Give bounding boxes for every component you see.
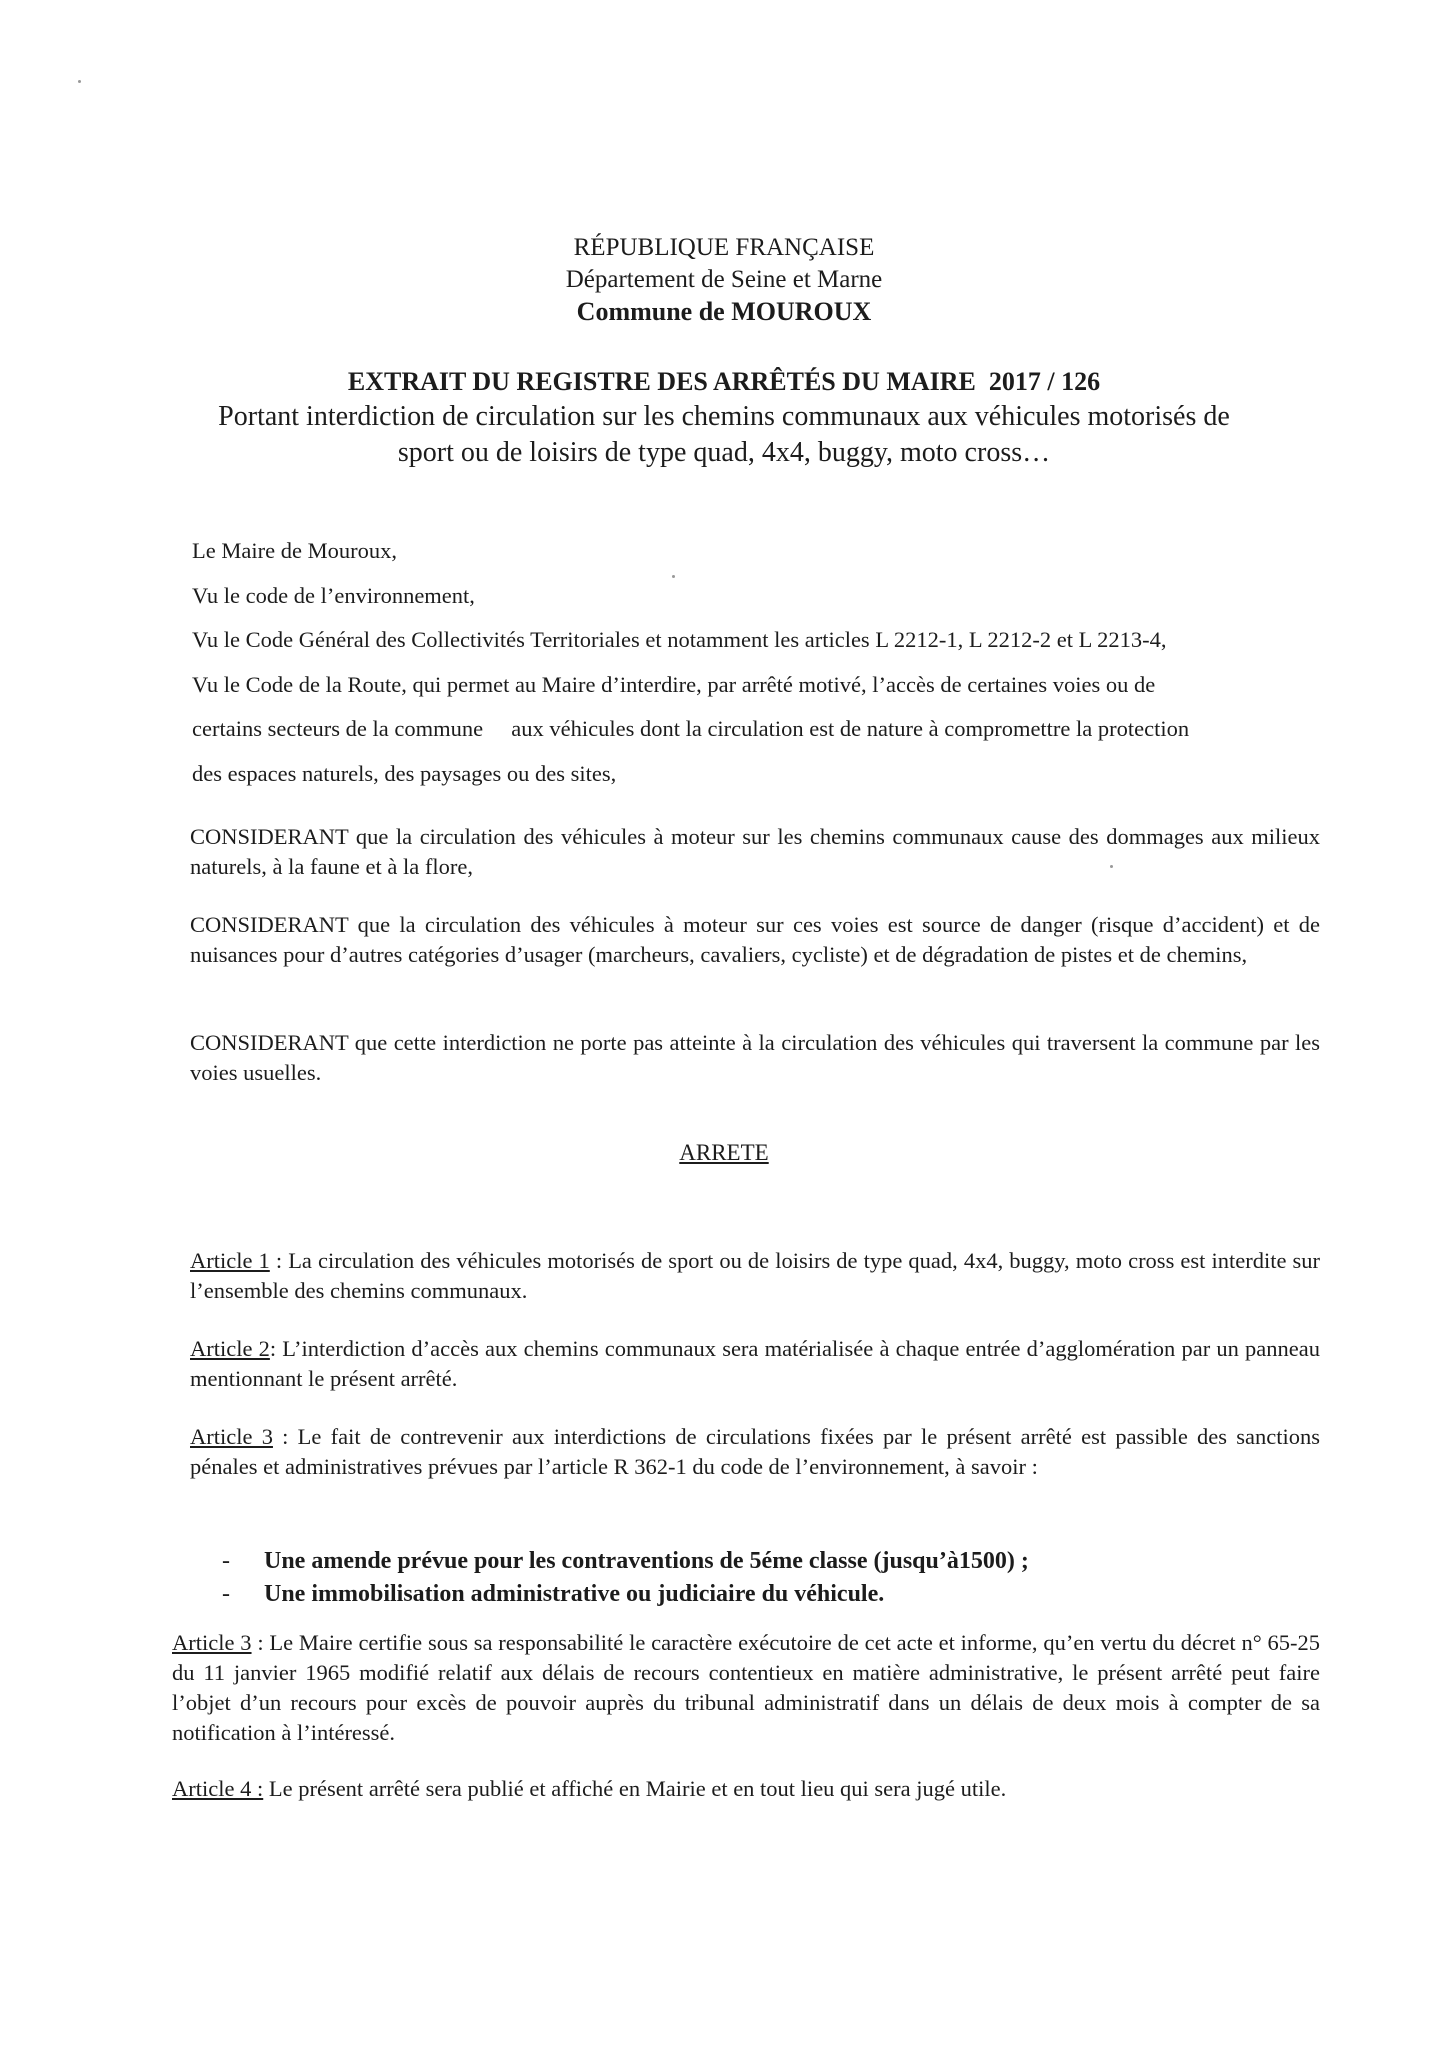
article-4 [172,1774,1320,1804]
article-4-text: Le présent arrêté sera publié et affiché en Mairie et en tout lieu qui sera jugé utile. [263,1776,1007,1801]
article-3-bis-text: : Le Maire certifie sous sa responsabilité le caractère exécutoire de cet acte et informe, qu’en vertu du décret n° 65-25 du 11 janvier 1965 modifié relatif aux délais de recours contentieux en matière administrative, le présent arrêté peut faire l’objet d’un recours pour excès de pouvoir auprès du tribunal administratif dans un délais de deux mois à compter de sa notification à l’intéressé. [172,1630,1320,1745]
article-1 [190,1246,1320,1306]
department-line: Département de Seine et Marne [565,266,883,293]
visa-road-code: Vu le Code de la Route, qui permet au Maire d’interdire, par arrêté motivé, l’accès de certaines voies ou de [192,672,1156,697]
sanction-fine-text: Une amende prévue pour les contraventions de 5éme classe (jusqu’à1500) ; [264,1548,1029,1574]
scan-speck [672,575,675,578]
article-2 [190,1334,1320,1394]
subtitle-line-1: Portant interdiction de circulation sur les chemins communaux aux véhicules motorisés de [218,401,1230,432]
article-2-label: Article 2 [190,1336,270,1361]
visa-environment-code: Vu le code de l’environnement, [192,583,475,608]
sanction-immobilisation-text: Une immobilisation administrative ou judiciaire du véhicule. [264,1581,885,1607]
article-1-text: : La circulation des véhicules motorisés de sport ou de loisirs de type quad, 4x4, buggy, moto cross est interdite sur l’ensemble des chemins communaux. [190,1248,1320,1303]
commune-line: Commune de MOUROUX [576,297,872,326]
arrete-heading [0,1140,1448,1166]
article-2-text: : L’interdiction d’accès aux chemins communaux sera matérialisée à chaque entrée d’agglomération par un panneau mentionnant le présent arrêté. [190,1336,1320,1391]
sanction-item-immobilisation: - Une immobilisation administrative ou judiciaire du véhicule. [222,1581,885,1607]
scan-speck [78,80,81,83]
subtitle-line-2: sport ou de loisirs de type quad, 4x4, buggy, moto cross… [397,437,1051,468]
considerant-2: CONSIDERANT que la circulation des véhicules à moteur sur ces voies est source de danger (risque d’accident) et de nuisances pour d’autres catégories d’usager (marcheurs, cavaliers, cycliste) et de dégradation de pistes et de chemins, [190,912,1320,967]
article-4-label: Article 4 : [172,1776,264,1801]
considerant-3: CONSIDERANT que cette interdiction ne porte pas atteinte à la circulation des véhicules qui traversent la commune par les voies usuelles. [190,1030,1320,1085]
considerant-1: CONSIDERANT que la circulation des véhicules à moteur sur les chemins communaux cause des dommages aux milieux naturels, à la faune et à la flore, [190,824,1320,879]
article-3-text: : Le fait de contrevenir aux interdictions de circulations fixées par le présent arrêté est passible des sanctions pénales et administratives prévues par l’article R 362-1 du code de l’environnement, à savoir : [190,1424,1320,1479]
article-1-label: Article 1 [190,1248,270,1273]
republic-heading: RÉPUBLIQUE FRANÇAISE [573,234,875,261]
visa-mayor: Le Maire de Mouroux, [192,538,397,563]
article-3-bis [172,1628,1320,1748]
visa-cgct: Vu le Code Général des Collectivités Territoriales et notamment les articles L 2212-1, L 2212-2 et L 2213-4, [192,627,1167,652]
register-title: EXTRAIT DU REGISTRE DES ARRÊTÉS DU MAIRE 2017 / 126 [347,367,1101,396]
sanction-item-fine: - Une amende prévue pour les contraventions de 5éme classe (jusqu’à1500) ; [222,1548,1029,1574]
visa-road-code-cont: certains secteurs de la commune aux véhicules dont la circulation est de nature à compromettre la protection [192,716,1190,741]
scan-speck [1110,865,1113,868]
document-header [0,232,1448,328]
article-3 [190,1422,1320,1482]
visa-road-code-end: des espaces naturels, des paysages ou des sites, [192,761,617,786]
document-title [0,365,1448,471]
article-3-bis-label: Article 3 [172,1630,252,1655]
arrete-heading-text: ARRETE [679,1140,769,1165]
sanctions-list [222,1545,1029,1611]
article-3-label: Article 3 [190,1424,273,1449]
